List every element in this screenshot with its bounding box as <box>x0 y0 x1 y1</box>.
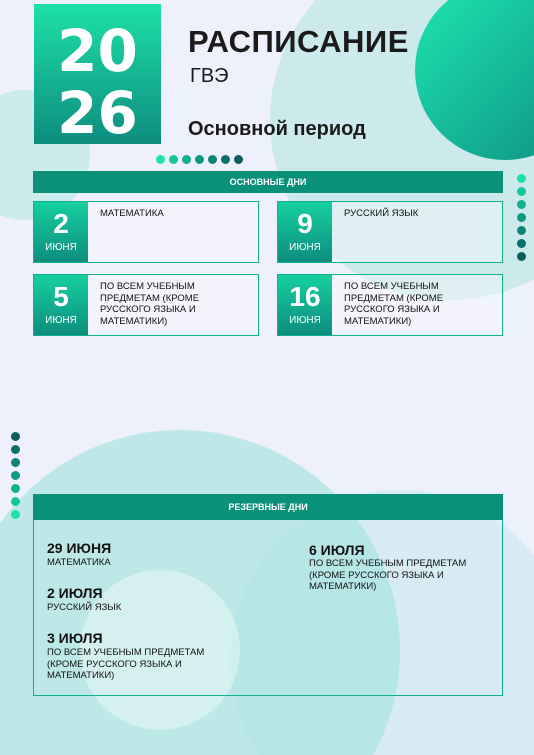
page-title: РАСПИСАНИЕ <box>188 24 409 59</box>
reserve-subject: ПО ВСЕМ УЧЕБНЫМ ПРЕДМЕТАМ (КРОМЕ РУССКОГО ЯЗЫКА И МАТЕМАТИКИ) <box>309 558 467 592</box>
period-heading: Основной период <box>188 118 366 140</box>
decor-dot <box>182 155 191 164</box>
exam-month: ИЮНЯ <box>289 315 321 326</box>
exam-subject: ПО ВСЕМ УЧЕБНЫМ ПРЕДМЕТАМ (КРОМЕ РУССКОГО ЯЗЫКА И МАТЕМАТИКИ) <box>100 281 200 327</box>
reserve-subject: МАТЕМАТИКА <box>47 557 111 568</box>
exam-day: 5 <box>53 281 69 312</box>
main-days-bar <box>33 171 503 193</box>
decor-dot <box>208 155 217 164</box>
reserve-date: 6 ИЮЛЯ <box>309 542 365 558</box>
exam-day: 16 <box>289 281 321 312</box>
decor-dot <box>221 155 230 164</box>
decor-dot <box>169 155 178 164</box>
decor-dots-row <box>156 155 243 164</box>
exam-day: 2 <box>53 208 69 239</box>
reserve-days-bar <box>33 494 503 520</box>
year-bottom: 26 <box>57 79 138 147</box>
exam-date-box <box>278 202 332 262</box>
reserve-subject: РУССКИЙ ЯЗЫК <box>47 602 122 613</box>
decor-dot <box>195 155 204 164</box>
exam-date-box <box>278 275 332 335</box>
reserve-date: 29 ИЮНЯ <box>47 540 112 556</box>
exam-month: ИЮНЯ <box>289 242 321 253</box>
decor-dot <box>11 445 20 454</box>
decor-dot <box>11 458 20 467</box>
year-block <box>34 4 161 147</box>
reserve-date: 2 ИЮЛЯ <box>47 585 103 601</box>
main-days-label: ОСНОВНЫЕ ДНИ <box>229 177 307 187</box>
decor-dot <box>517 200 526 209</box>
decor-dot <box>517 213 526 222</box>
decor-dot <box>517 174 526 183</box>
decor-dots-column-right <box>517 174 526 261</box>
exam-subject: РУССКИЙ ЯЗЫК <box>344 208 419 219</box>
reserve-date: 3 ИЮЛЯ <box>47 630 103 646</box>
decor-dot <box>11 471 20 480</box>
decor-dot <box>517 187 526 196</box>
decor-dot <box>11 497 20 506</box>
exam-card <box>277 274 503 336</box>
exam-month: ИЮНЯ <box>45 315 77 326</box>
decor-dot <box>11 432 20 441</box>
decor-dots-column-left <box>11 432 20 519</box>
decor-dot <box>234 155 243 164</box>
exam-card <box>33 274 259 336</box>
exam-month: ИЮНЯ <box>45 242 77 253</box>
exam-date-box <box>34 275 88 335</box>
decor-dot <box>156 155 165 164</box>
exam-day: 9 <box>297 208 313 239</box>
decor-dot <box>11 510 20 519</box>
decor-dot <box>517 226 526 235</box>
year-top: 20 <box>57 17 138 85</box>
reserve-days-label: РЕЗЕРВНЫЕ ДНИ <box>228 502 308 512</box>
exam-subject: ПО ВСЕМ УЧЕБНЫМ ПРЕДМЕТАМ (КРОМЕ РУССКОГО ЯЗЫКА И МАТЕМАТИКИ) <box>344 281 444 327</box>
exam-card <box>277 201 503 263</box>
decor-dot <box>517 239 526 248</box>
decor-dot <box>517 252 526 261</box>
reserve-subject: ПО ВСЕМ УЧЕБНЫМ ПРЕДМЕТАМ (КРОМЕ РУССКОГО ЯЗЫКА И МАТЕМАТИКИ) <box>47 647 205 681</box>
exam-subject: МАТЕМАТИКА <box>100 208 164 219</box>
exam-card <box>33 201 259 263</box>
page-subtitle: ГВЭ <box>190 65 229 87</box>
decor-dot <box>11 484 20 493</box>
exam-date-box <box>34 202 88 262</box>
